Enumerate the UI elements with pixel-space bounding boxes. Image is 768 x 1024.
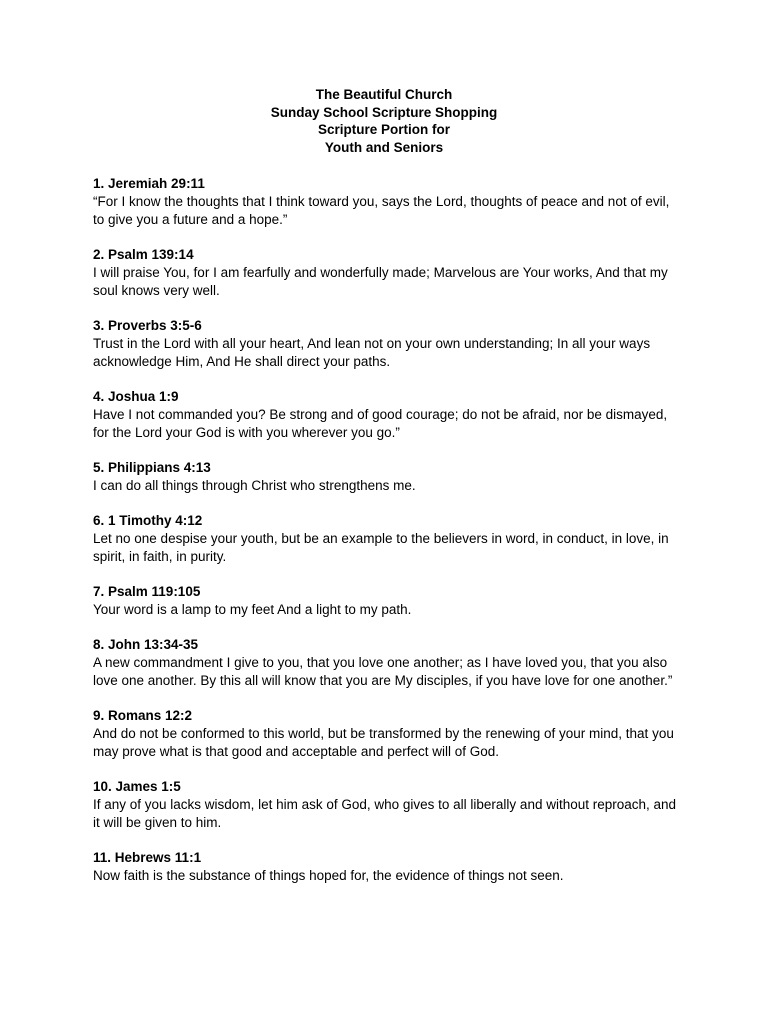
- scripture-text: Your word is a lamp to my feet And a light to my path.: [93, 601, 412, 617]
- scripture-text: Have I not commanded you? Be strong and of good courage; do not be afraid, nor be dismayed, for the Lord your God is with you wherever you go.”: [93, 406, 668, 440]
- scripture-reference: 11. Hebrews 11:1: [93, 850, 202, 866]
- scripture-item: [93, 317, 683, 370]
- scripture-text: If any of you lacks wisdom, let him ask of God, who gives to all liberally and without reproach, and it will be given to him.: [93, 797, 677, 830]
- church-name: The Beautiful Church: [315, 87, 453, 102]
- scripture-reference: 7. Psalm 119:105: [93, 584, 201, 600]
- scripture-reference: 3. Proverbs 3:5-6: [93, 317, 202, 333]
- scripture-item: [93, 583, 683, 619]
- document-header: [0, 86, 768, 156]
- scripture-text: And do not be conformed to this world, but be transformed by the renewing of your mind, that you may prove what is that good and acceptable and perfect will of God.: [93, 726, 674, 759]
- scripture-item: [93, 636, 683, 689]
- audience-label: Youth and Seniors: [324, 139, 444, 155]
- scripture-text: A new commandment I give to you, that you love one another; as I have loved you, that you also love one another. By this all will know that you are My disciples, if you have love for one another.”: [93, 655, 673, 688]
- scripture-text: “For I know the thoughts that I think toward you, says the Lord, thoughts of peace and not of evil, to give you a future and a hope.”: [93, 193, 670, 227]
- scripture-reference: 1. Jeremiah 29:11: [93, 176, 205, 191]
- scripture-reference: 2. Psalm 139:14: [93, 246, 194, 262]
- scripture-item: [93, 512, 683, 565]
- scripture-reference: 8. John 13:34-35: [93, 637, 199, 653]
- scripture-item: [93, 246, 683, 299]
- scripture-item: [93, 707, 683, 760]
- scripture-text: Now faith is the substance of things hoped for, the evidence of things not seen.: [93, 868, 564, 884]
- scripture-reference: 6. 1 Timothy 4:12: [93, 513, 203, 529]
- document-subtitle: Scripture Portion for: [317, 122, 450, 138]
- document-title: Sunday School Scripture Shopping: [270, 104, 498, 120]
- scripture-text: Trust in the Lord with all your heart, And lean not on your own understanding; In all your ways acknowledge Him, And He shall direct your paths.: [93, 335, 651, 369]
- scripture-reference: 9. Romans 12:2: [93, 708, 193, 724]
- scripture-reference: 4. Joshua 1:9: [93, 388, 179, 404]
- scripture-item: [93, 459, 683, 495]
- scripture-list: [93, 175, 683, 902]
- scripture-text: I will praise You, for I am fearfully and wonderfully made; Marvelous are Your works, And that my soul knows very well.: [93, 264, 668, 298]
- scripture-text: Let no one despise your youth, but be an example to the believers in word, in conduct, in love, in spirit, in faith, in purity.: [93, 530, 669, 564]
- scripture-item: [93, 175, 683, 228]
- scripture-item: [93, 849, 683, 885]
- scripture-reference: 5. Philippians 4:13: [93, 459, 211, 475]
- scripture-reference: 10. James 1:5: [93, 779, 181, 795]
- scripture-item: [93, 778, 683, 831]
- scripture-text: I can do all things through Christ who strengthens me.: [93, 477, 416, 493]
- scripture-item: [93, 388, 683, 441]
